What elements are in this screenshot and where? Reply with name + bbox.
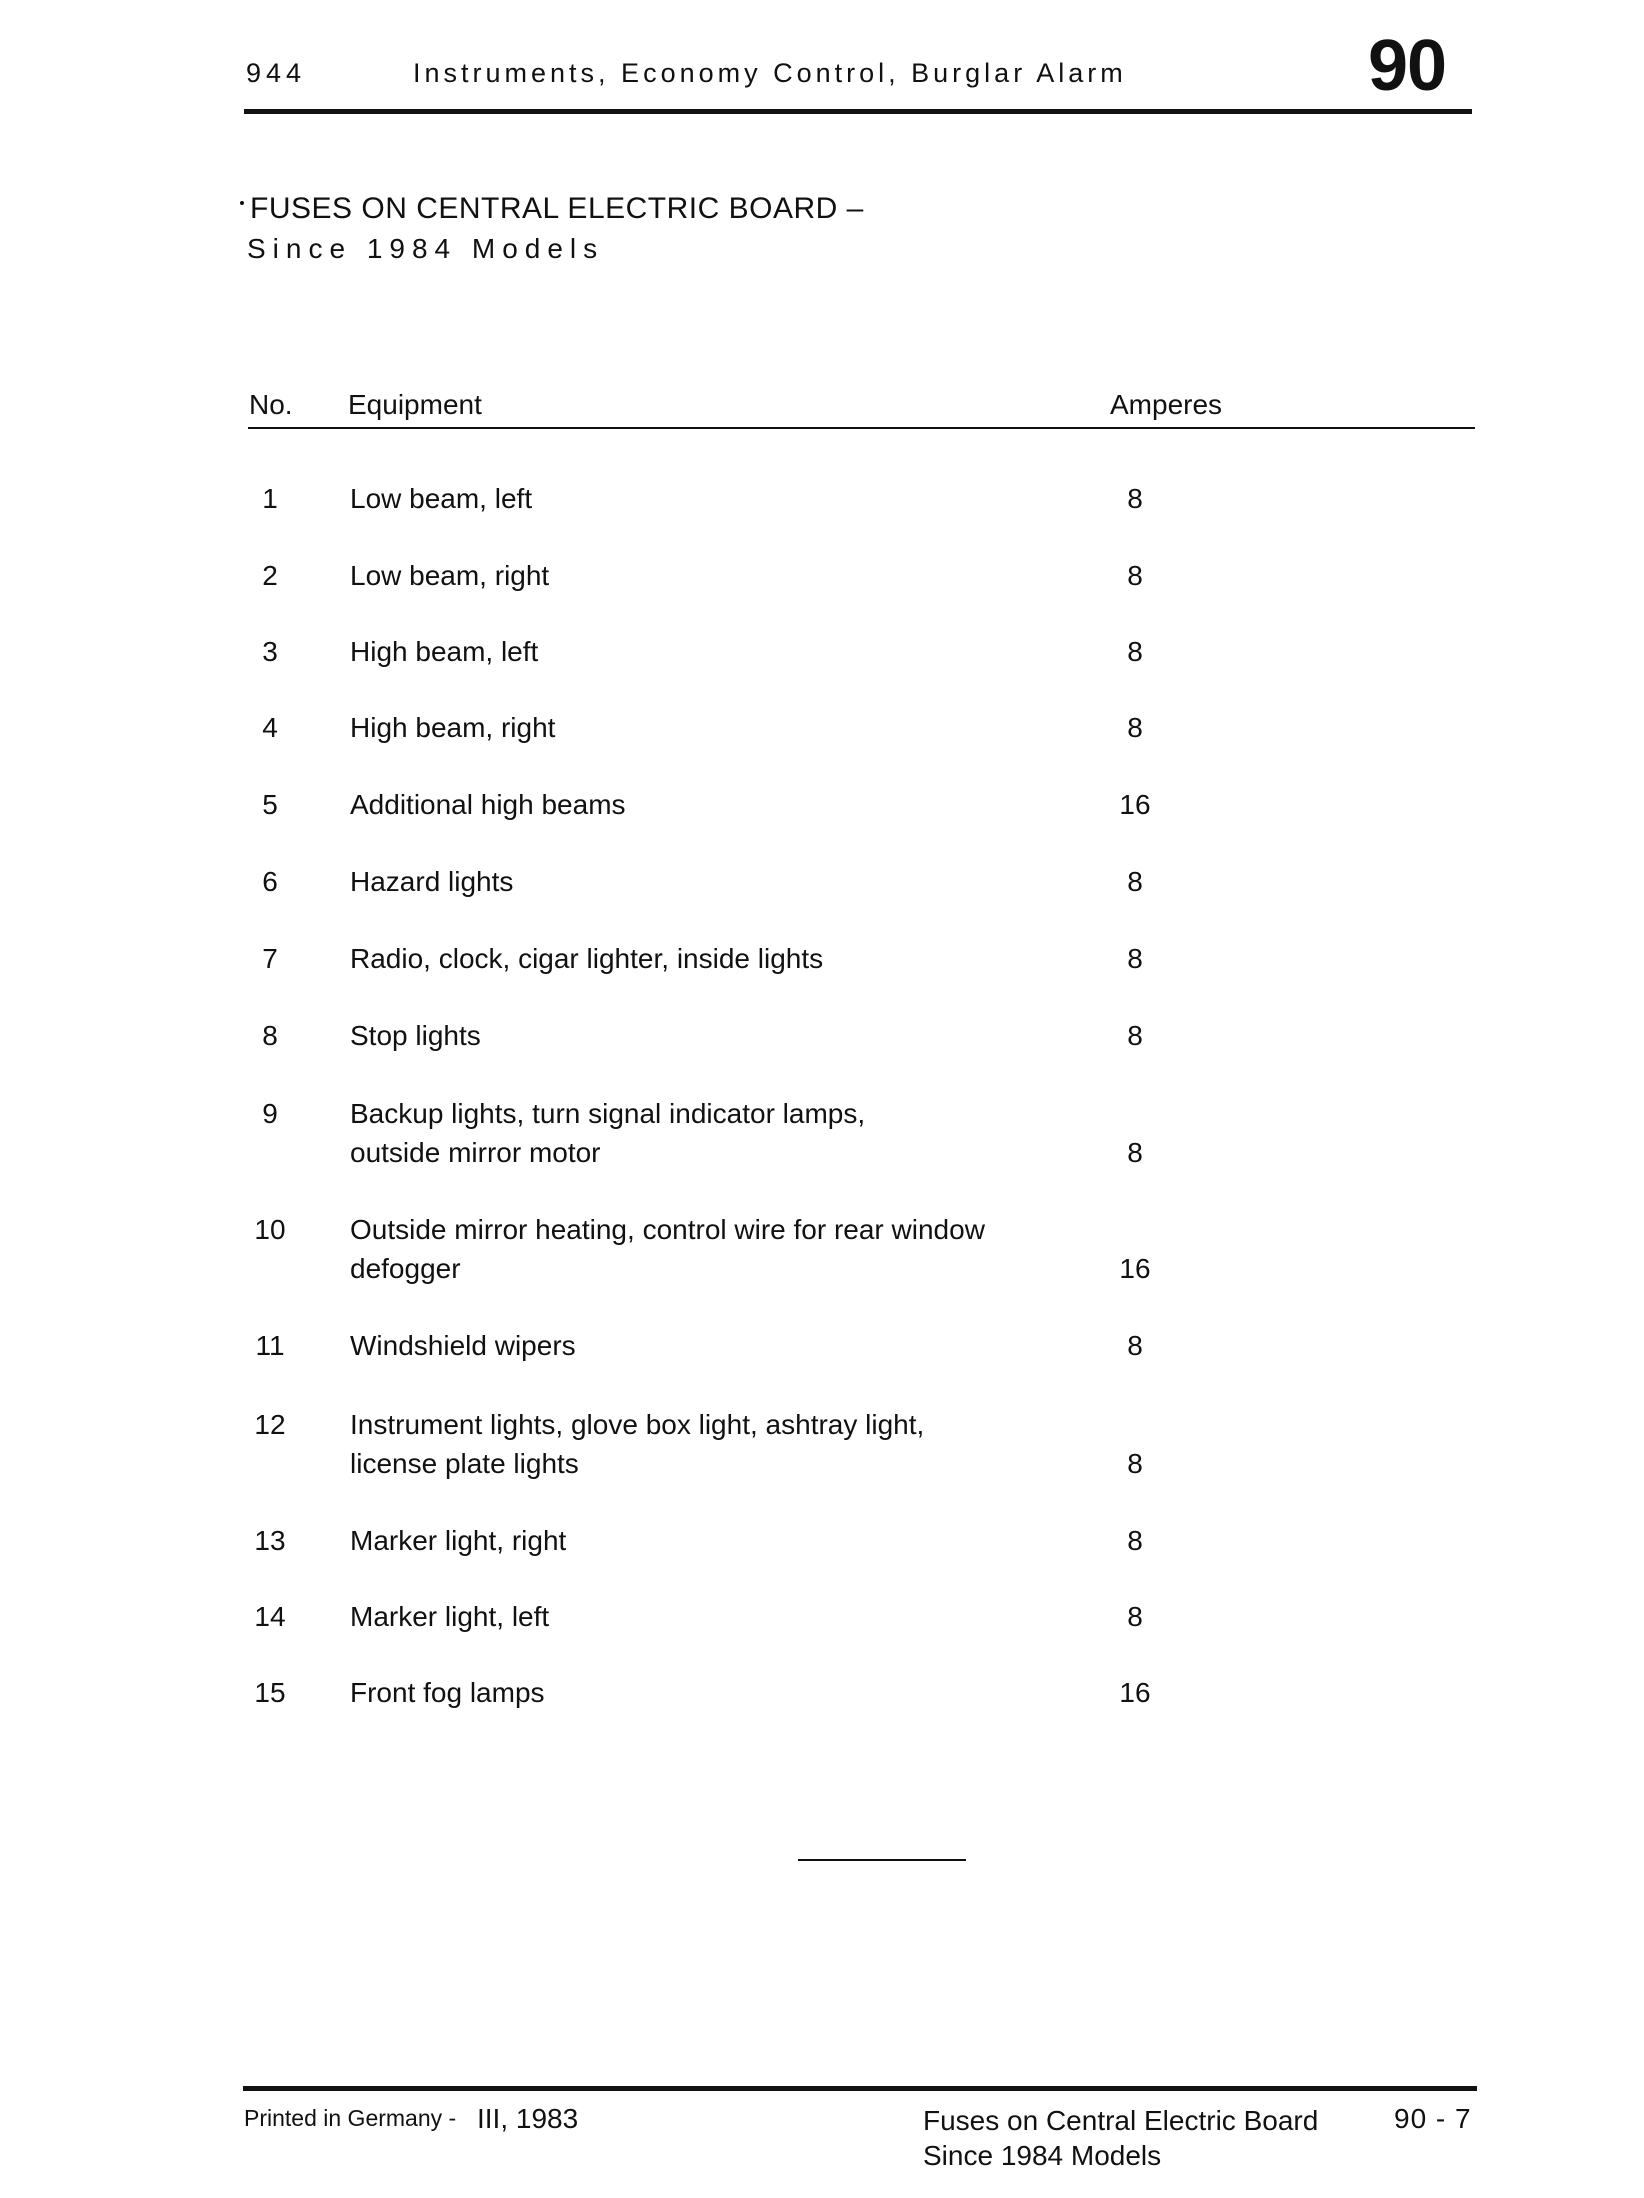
fuse-equipment <box>350 1597 1090 1636</box>
fuse-amperes: 8 <box>1127 1020 1143 1051</box>
fuse-amperes: 8 <box>1127 943 1143 974</box>
fuse-amperes: 8 <box>1127 483 1143 514</box>
fuse-equipment <box>350 632 1090 671</box>
fuse-equipment-line: Hazard lights <box>350 866 514 897</box>
fuse-amperes: 8 <box>1127 1601 1143 1632</box>
table-header-rule <box>248 427 1475 429</box>
footer-printed-in: Printed in Germany - <box>244 2105 457 2131</box>
fuse-number: 7 <box>262 943 278 974</box>
header-rule <box>244 109 1472 114</box>
fuse-equipment <box>350 939 1090 978</box>
fuse-equipment-line: outside mirror motor <box>350 1137 601 1168</box>
fuse-equipment-line: High beam, right <box>350 712 556 743</box>
fuse-equipment-line: defogger <box>350 1253 461 1284</box>
fuse-amperes: 8 <box>1127 866 1143 897</box>
fuse-amperes: 16 <box>1119 789 1151 820</box>
fuse-amperes: 8 <box>1127 1137 1143 1168</box>
fuse-equipment-line: Additional high beams <box>350 789 626 820</box>
fuse-amperes: 8 <box>1127 1330 1143 1361</box>
section-subtitle: Since 1984 Models <box>247 233 605 264</box>
fuse-number: 11 <box>255 1330 285 1361</box>
fuse-number: 12 <box>254 1409 286 1440</box>
fuse-equipment-line: Marker light, left <box>350 1601 550 1632</box>
fuse-number: 15 <box>254 1677 286 1708</box>
fuse-equipment <box>350 1673 1090 1712</box>
fuse-amperes: 8 <box>1127 560 1143 591</box>
fuse-number: 4 <box>262 712 278 743</box>
fuse-equipment-line: Stop lights <box>350 1020 481 1051</box>
fuse-equipment <box>350 1521 1090 1560</box>
footer-topic <box>923 2103 1318 2173</box>
fuse-number: 1 <box>262 483 278 514</box>
fuse-equipment-line: Outside mirror heating, control wire for rear window <box>350 1214 985 1245</box>
fuse-equipment <box>350 785 1090 824</box>
header-title: Instruments, Economy Control, Burglar Alarm <box>413 58 1127 88</box>
fuse-number: 10 <box>254 1214 286 1245</box>
fuse-equipment <box>350 1094 1090 1172</box>
fuse-equipment <box>350 556 1090 595</box>
fuse-number: 6 <box>262 866 278 897</box>
footer-rule <box>243 2086 1477 2091</box>
fuse-number: 13 <box>254 1525 286 1556</box>
fuse-equipment-line: High beam, left <box>350 636 539 667</box>
fuse-equipment <box>350 479 1090 518</box>
fuse-amperes: 16 <box>1119 1253 1151 1284</box>
footer-page-number: 90 - 7 <box>1394 2103 1472 2134</box>
fuse-amperes: 16 <box>1119 1677 1151 1708</box>
fuse-equipment-line: Front fog lamps <box>350 1677 545 1708</box>
footer-topic-line: Fuses on Central Electric Board <box>923 2105 1319 2136</box>
fuse-equipment <box>350 708 1090 747</box>
fuse-equipment <box>350 1326 1090 1365</box>
fuse-number: 2 <box>262 560 278 591</box>
fuse-equipment-line: Low beam, right <box>350 560 550 591</box>
fuse-equipment-line: Marker light, right <box>350 1525 567 1556</box>
bullet-mark <box>240 201 244 205</box>
fuse-equipment-line: Instrument lights, glove box light, ashtray light, <box>350 1409 925 1440</box>
fuse-amperes: 8 <box>1127 636 1143 667</box>
fuse-number: 3 <box>262 636 278 667</box>
fuse-equipment-line: license plate lights <box>350 1448 579 1479</box>
fuse-amperes: 8 <box>1127 712 1143 743</box>
column-header-amperes: Amperes <box>1110 389 1223 420</box>
fuse-equipment <box>350 862 1090 901</box>
column-header-no: No. <box>249 389 293 420</box>
fuse-equipment <box>350 1016 1090 1055</box>
footer-print-date: III, 1983 <box>477 2103 579 2134</box>
fuse-equipment-line: Low beam, left <box>350 483 533 514</box>
fuse-equipment-line: Radio, clock, cigar lighter, inside lights <box>350 943 824 974</box>
fuse-equipment-line: Windshield wipers <box>350 1330 576 1361</box>
fuse-number: 14 <box>254 1601 286 1632</box>
section-title: FUSES ON CENTRAL ELECTRIC BOARD – <box>250 192 864 225</box>
fuse-number: 8 <box>262 1020 278 1051</box>
fuse-amperes: 8 <box>1127 1448 1143 1479</box>
fuse-equipment-line: Backup lights, turn signal indicator lamps, <box>350 1098 866 1129</box>
fuse-number: 5 <box>262 789 278 820</box>
footer-topic-line: Since 1984 Models <box>923 2140 1162 2171</box>
fuse-number: 9 <box>262 1098 278 1129</box>
fuse-equipment <box>350 1210 1090 1288</box>
header-group-number: 90 <box>1368 26 1447 106</box>
fuse-amperes: 8 <box>1127 1525 1143 1556</box>
end-rule <box>798 1859 966 1861</box>
column-header-equipment: Equipment <box>348 389 482 420</box>
header-model: 944 <box>246 58 307 88</box>
fuse-equipment <box>350 1405 1090 1483</box>
